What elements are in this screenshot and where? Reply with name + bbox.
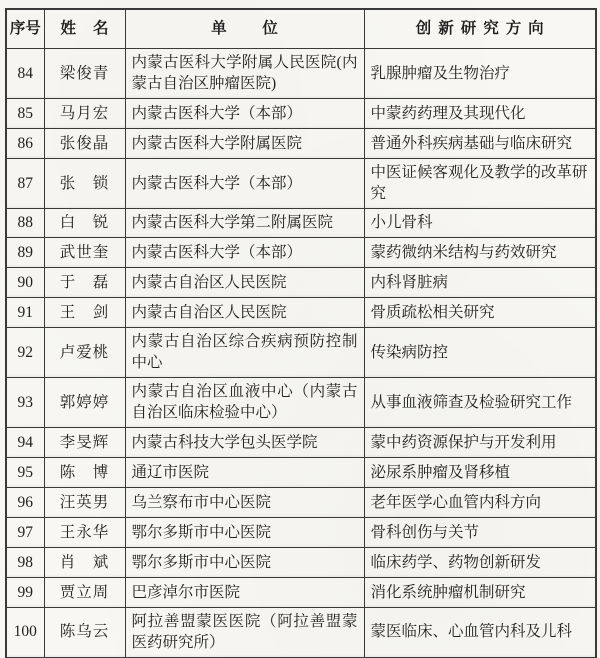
cell-unit: 通辽市医院 <box>125 457 364 487</box>
table-row <box>6 49 596 99</box>
cell-serial: 98 <box>6 547 44 577</box>
cell-name: 张 锁 <box>44 158 125 208</box>
cell-unit: 乌兰察布市中心医院 <box>125 487 364 517</box>
cell-unit: 内蒙古医科大学（本部） <box>125 98 364 128</box>
cell-unit: 内蒙古自治区血液中心（内蒙古自治区临床检验中心） <box>125 377 364 427</box>
cell-name: 白 锐 <box>44 208 125 237</box>
cell-name: 王永华 <box>44 517 125 547</box>
cell-direction: 蒙药微纳米结构与药效研究 <box>364 237 596 267</box>
cell-unit: 鄂尔多斯市中心医院 <box>125 517 364 547</box>
cell-unit: 内蒙古自治区人民医院 <box>125 267 364 297</box>
header-research-direction: 创新研究方向 <box>364 9 596 49</box>
table-row <box>6 427 596 457</box>
table-header-row <box>6 9 596 49</box>
cell-unit: 内蒙古医科大学（本部） <box>125 158 364 208</box>
table-row <box>6 267 596 297</box>
cell-serial: 93 <box>6 377 44 427</box>
table-row <box>6 377 596 427</box>
cell-direction: 骨科创伤与关节 <box>364 517 596 547</box>
cell-unit: 内蒙古医科大学附属医院 <box>125 128 364 158</box>
cell-serial: 86 <box>6 128 44 158</box>
cell-name: 于 磊 <box>44 267 125 297</box>
cell-name: 梁俊青 <box>44 49 125 99</box>
table-row <box>6 487 596 517</box>
table-row <box>6 517 596 547</box>
cell-name: 卢爱桃 <box>44 327 125 377</box>
cell-unit: 内蒙古医科大学附属人民医院(内蒙古自治区肿瘤医院) <box>125 49 364 99</box>
cell-direction: 蒙中药资源保护与开发利用 <box>364 427 596 457</box>
cell-serial: 87 <box>6 158 44 208</box>
cell-serial: 90 <box>6 267 44 297</box>
cell-name: 马月宏 <box>44 98 125 128</box>
cell-direction: 乳腺肿瘤及生物治疗 <box>364 49 596 99</box>
personnel-table <box>5 8 597 658</box>
cell-unit: 阿拉善盟蒙医医院（阿拉善盟蒙医药研究所） <box>125 607 364 657</box>
header-serial-number: 序号 <box>6 9 44 49</box>
cell-serial: 88 <box>6 208 44 237</box>
cell-direction: 传染病防控 <box>364 327 596 377</box>
table-row <box>6 98 596 128</box>
cell-name: 张俊晶 <box>44 128 125 158</box>
cell-direction: 蒙医临床、心血管内科及儿科 <box>364 607 596 657</box>
cell-name: 李旻辉 <box>44 427 125 457</box>
cell-serial: 91 <box>6 297 44 327</box>
cell-direction: 骨质疏松相关研究 <box>364 297 596 327</box>
cell-serial: 94 <box>6 427 44 457</box>
cell-direction: 中蒙药药理及其现代化 <box>364 98 596 128</box>
cell-unit: 内蒙古自治区综合疾病预防控制中心 <box>125 327 364 377</box>
table-row <box>6 237 596 267</box>
table-row <box>6 607 596 657</box>
table-row <box>6 297 596 327</box>
cell-name: 贾立周 <box>44 577 125 607</box>
cell-unit: 内蒙古医科大学（本部） <box>125 237 364 267</box>
table-row <box>6 577 596 607</box>
cell-direction: 老年医学心血管内科方向 <box>364 487 596 517</box>
table-row <box>6 327 596 377</box>
cell-name: 王 剑 <box>44 297 125 327</box>
cell-direction: 从事血液筛查及检验研究工作 <box>364 377 596 427</box>
cell-name: 武世奎 <box>44 237 125 267</box>
cell-serial: 99 <box>6 577 44 607</box>
table-row <box>6 158 596 208</box>
cell-serial: 100 <box>6 607 44 657</box>
cell-unit: 内蒙古医科大学第二附属医院 <box>125 208 364 237</box>
cell-serial: 96 <box>6 487 44 517</box>
table-row <box>6 128 596 158</box>
cell-serial: 95 <box>6 457 44 487</box>
cell-direction: 小儿骨科 <box>364 208 596 237</box>
cell-name: 肖 斌 <box>44 547 125 577</box>
cell-name: 郭婷婷 <box>44 377 125 427</box>
cell-name: 陈乌云 <box>44 607 125 657</box>
cell-serial: 89 <box>6 237 44 267</box>
cell-unit: 内蒙古自治区人民医院 <box>125 297 364 327</box>
cell-name: 陈 博 <box>44 457 125 487</box>
cell-serial: 97 <box>6 517 44 547</box>
cell-direction: 消化系统肿瘤机制研究 <box>364 577 596 607</box>
header-unit: 单位 <box>125 9 364 49</box>
header-name: 姓名 <box>44 9 125 49</box>
cell-direction: 泌尿系肿瘤及肾移植 <box>364 457 596 487</box>
cell-direction: 临床药学、药物创新研发 <box>364 547 596 577</box>
cell-direction: 中医证候客观化及教学的改革研究 <box>364 158 596 208</box>
table-row <box>6 547 596 577</box>
cell-name: 汪英男 <box>44 487 125 517</box>
cell-unit: 巴彦淖尔市医院 <box>125 577 364 607</box>
table-row <box>6 208 596 237</box>
cell-serial: 84 <box>6 49 44 99</box>
cell-serial: 85 <box>6 98 44 128</box>
table-row <box>6 457 596 487</box>
cell-unit: 内蒙古科技大学包头医学院 <box>125 427 364 457</box>
cell-direction: 内科肾脏病 <box>364 267 596 297</box>
cell-unit: 鄂尔多斯市中心医院 <box>125 547 364 577</box>
cell-serial: 92 <box>6 327 44 377</box>
cell-direction: 普通外科疾病基础与临床研究 <box>364 128 596 158</box>
